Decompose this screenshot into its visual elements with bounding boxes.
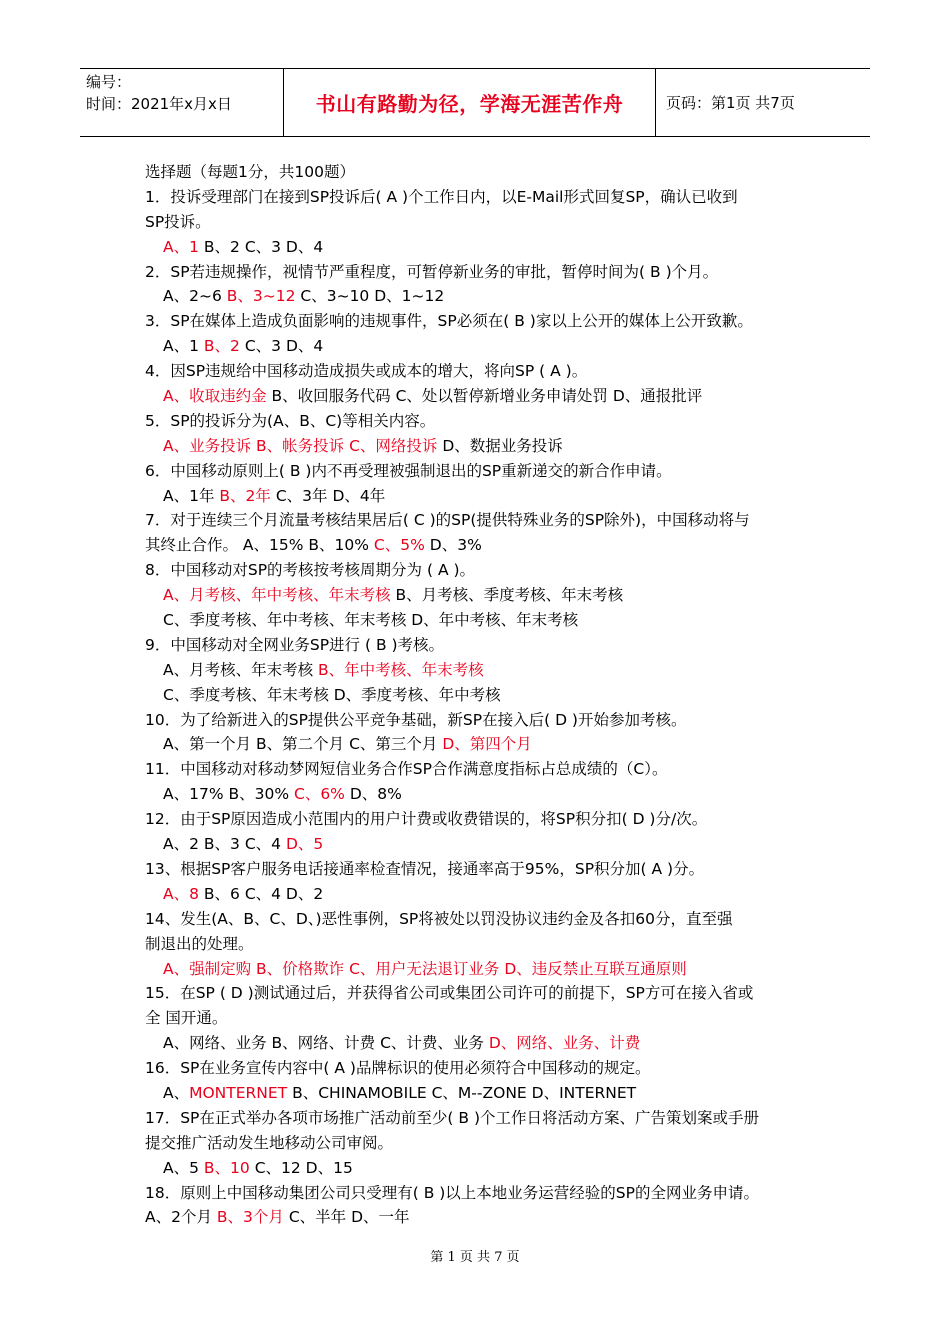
- line-text: A、1年: [163, 486, 220, 505]
- line-text: 其终止合作。 A、15% B、10%: [145, 536, 374, 555]
- line-text: 7．对于连续三个月流量考核结果居后( C )的SP(提供特殊业务的SP除外)，中国移动将与: [145, 511, 750, 530]
- question-line: [145, 683, 813, 708]
- answer-highlight: A、1: [163, 237, 199, 256]
- line-text: B、月考核、季度考核、年末考核: [390, 586, 624, 605]
- answer-highlight: B、3个月: [216, 1208, 284, 1227]
- question-line: [145, 260, 813, 285]
- line-text: SP投诉。: [145, 212, 211, 231]
- question-line: [145, 558, 813, 583]
- line-text: A、网络、业务 B、网络、计费 C、计费、业务: [163, 1034, 489, 1053]
- question-line: [145, 459, 813, 484]
- question-line: [145, 1156, 813, 1181]
- answer-highlight: A、月考核、年中考核、年末考核: [163, 586, 391, 605]
- question-line: [145, 708, 813, 733]
- question-line: [145, 832, 813, 857]
- question-line: [145, 807, 813, 832]
- line-text: 10．为了给新进入的SP提供公平竞争基础，新SP在接入后( D )开始参加考核。: [145, 710, 687, 729]
- line-text: 2．SP若违规操作，视情节严重程度，可暂停新业务的审批，暂停时间为( B )个月。: [145, 262, 719, 281]
- header-page-label: 页码：第1页 共7页: [666, 94, 795, 112]
- question-line: [145, 1056, 813, 1081]
- answer-highlight: C、5%: [373, 536, 425, 555]
- question-line: [145, 658, 813, 683]
- line-text: 制退出的处理。: [145, 934, 254, 953]
- question-line: [145, 732, 813, 757]
- header-motto: 书山有路勤为径，学海无涯苦作舟: [315, 92, 624, 116]
- line-text: 17．SP在正式举办各项市场推广活动前至少( B )个工作日将活动方案、广告策划案或手册: [145, 1108, 759, 1127]
- question-line: [145, 1031, 813, 1056]
- header-number-label: 编号：: [86, 73, 132, 91]
- line-text: A、第一个月 B、第二个月 C、第三个月: [163, 735, 443, 754]
- line-text: 14、发生(A、B、C、D、)恶性事例，SP将被处以罚没协议违约金及各扣60分，直至强: [145, 909, 733, 928]
- answer-highlight: B、10: [203, 1158, 250, 1177]
- question-line: [145, 533, 813, 558]
- question-line: [145, 409, 813, 434]
- line-text: B、CHINAMOBILE C、M--ZONE D、INTERNET: [287, 1083, 637, 1102]
- answer-highlight: C、6%: [294, 785, 345, 804]
- line-text: D、8%: [344, 785, 402, 804]
- question-line: [145, 1081, 813, 1106]
- question-content: [145, 160, 813, 1230]
- line-text: A、1: [163, 337, 204, 356]
- line-text: 1．投诉受理部门在接到SP投诉后( A )个工作日内，以E-Mail形式回复SP，确认已收到: [145, 187, 738, 206]
- header-table: [80, 68, 870, 137]
- answer-highlight: A、强制定购 B、价格欺诈 C、用户无法退订业务 D、违反禁止互联互通原则: [163, 959, 687, 978]
- line-text: B、收回服务代码 C、处以暂停新增业务申请处罚 D、通报批评: [266, 387, 703, 406]
- answer-highlight: B、2年: [219, 486, 271, 505]
- question-line: [145, 185, 813, 210]
- line-text: 15．在SP ( D )测试通过后，并获得省公司或集团公司许可的前提下，SP方可在接入省或: [145, 984, 754, 1003]
- question-line: [145, 633, 813, 658]
- line-text: B、2 C、3 D、4: [198, 237, 324, 256]
- question-line: [145, 907, 813, 932]
- line-text: C、12 D、15: [249, 1158, 353, 1177]
- line-text: A、2~6: [163, 287, 227, 306]
- question-line: [145, 957, 813, 982]
- question-line: [145, 309, 813, 334]
- question-line: [145, 284, 813, 309]
- question-line: [145, 782, 813, 807]
- line-text: A、5: [163, 1158, 204, 1177]
- line-text: 11．中国移动对移动梦网短信业务合作SP合作满意度指标占总成绩的（C）。: [145, 760, 668, 779]
- line-text: A、月考核、年末考核: [163, 660, 319, 679]
- line-text: C、季度考核、年末考核 D、季度考核、年中考核: [163, 685, 501, 704]
- question-line: [145, 932, 813, 957]
- line-text: D、数据业务投诉: [437, 436, 563, 455]
- answer-highlight: A、8: [163, 884, 199, 903]
- question-line: [145, 1006, 813, 1031]
- line-text: C、季度考核、年中考核、年末考核 D、年中考核、年末考核: [163, 611, 579, 630]
- question-line: [145, 210, 813, 235]
- question-line: [145, 235, 813, 260]
- line-text: C、3年 D、4年: [270, 486, 386, 505]
- line-text: 5．SP的投诉分为(A、B、C)等相关内容。: [145, 411, 436, 430]
- question-line: [145, 583, 813, 608]
- question-line: [145, 1205, 813, 1230]
- line-text: 提交推广活动发生地移动公司审阅。: [145, 1133, 394, 1152]
- question-line: [145, 857, 813, 882]
- answer-highlight: B、3~12: [226, 287, 296, 306]
- question-line: [145, 757, 813, 782]
- question-line: [145, 608, 813, 633]
- line-text: A、: [163, 1083, 190, 1102]
- question-line: [145, 1181, 813, 1206]
- answer-highlight: D、网络、业务、计费: [488, 1034, 641, 1053]
- question-line: [145, 359, 813, 384]
- line-text: C、3~10 D、1~12: [295, 287, 445, 306]
- question-line: [145, 882, 813, 907]
- question-line: [145, 508, 813, 533]
- question-line: [145, 1106, 813, 1131]
- question-line: [145, 434, 813, 459]
- answer-highlight: A、业务投诉 B、帐务投诉 C、网络投诉: [163, 436, 438, 455]
- line-text: 13、根据SP客户服务电话接通率检查情况，接通率高于95%，SP积分加( A )分。: [145, 859, 705, 878]
- question-line: [145, 384, 813, 409]
- line-text: C、半年 D、一年: [283, 1208, 410, 1227]
- answer-highlight: D、第四个月: [442, 735, 532, 754]
- question-line: [145, 334, 813, 359]
- header-divider-right: [655, 69, 656, 136]
- answer-highlight: B、2: [203, 337, 240, 356]
- line-text: A、17% B、30%: [163, 785, 294, 804]
- line-text: 全 国开通。: [145, 1009, 228, 1028]
- answer-highlight: A、收取违约金: [163, 387, 267, 406]
- line-text: B、6 C、4 D、2: [198, 884, 324, 903]
- page-footer: 第 1 页 共 7 页: [430, 1250, 520, 1265]
- line-text: 3．SP在媒体上造成负面影响的违规事件，SP必须在( B )家以上公开的媒体上公开致歉。: [145, 312, 753, 331]
- line-text: 6．中国移动原则上( B )内不再受理被强制退出的SP重新递交的新合作申请。: [145, 461, 672, 480]
- line-text: A、2个月: [145, 1208, 217, 1227]
- answer-highlight: B、年中考核、年末考核: [318, 660, 484, 679]
- question-line: [145, 981, 813, 1006]
- line-text: 16．SP在业务宣传内容中( A )品牌标识的使用必须符合中国移动的规定。: [145, 1059, 651, 1078]
- question-line: [145, 1131, 813, 1156]
- header-time-label: 时间：2021年x月x日: [86, 95, 232, 113]
- line-text: A、2 B、3 C、4: [163, 835, 286, 854]
- question-line: [145, 484, 813, 509]
- section-title: 选择题（每题1分，共100题）: [145, 163, 355, 181]
- line-text: 8．中国移动对SP的考核按考核周期分为 ( A )。: [145, 561, 476, 580]
- line-text: 9．中国移动对全网业务SP进行 ( B )考核。: [145, 635, 445, 654]
- line-text: C、3 D、4: [239, 337, 324, 356]
- answer-highlight: MONTERNET: [189, 1083, 288, 1102]
- line-text: D、3%: [424, 536, 482, 555]
- line-text: 18．原则上中国移动集团公司只受理有( B )以上本地业务运营经验的SP的全网业务申请。: [145, 1183, 759, 1202]
- answer-highlight: D、5: [285, 835, 324, 854]
- line-text: 4．因SP违规给中国移动造成损失或成本的增大，将向SP ( A )。: [145, 362, 588, 381]
- line-text: 12．由于SP原因造成小范围内的用户计费或收费错误的，将SP积分扣( D )分/次。: [145, 810, 708, 829]
- header-left-cell: [86, 71, 286, 115]
